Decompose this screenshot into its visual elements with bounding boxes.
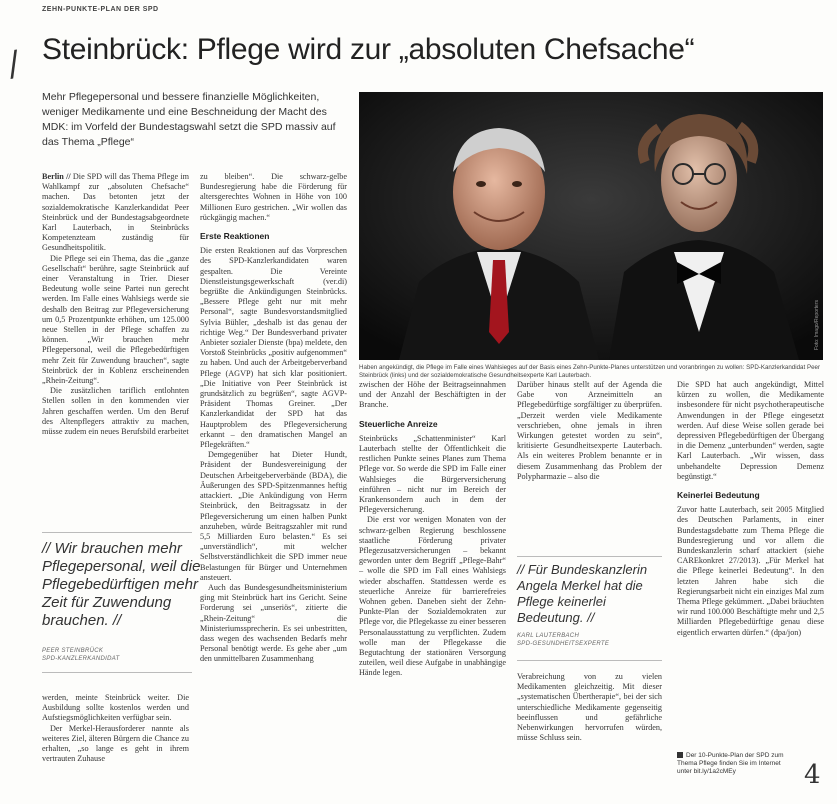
article-column-5: [677, 380, 824, 740]
subheading: Steuerliche Anreize: [359, 418, 438, 429]
quote-author: KARL LAUTERBACH: [517, 633, 580, 639]
subheading: Erste Reaktionen: [200, 231, 270, 242]
headline: Steinbrück: Pflege wird zur „absoluten Chefsache“: [42, 33, 695, 66]
article-column-1: [42, 172, 189, 518]
paragraph: Auch das Bundesgesundheitsministerium ging mit Steinbrück hart ins Gericht. Seine Forderung sei „unseriös“, zitierte die „Rhein-Zeitung“ die Ministeriumssprecherin. Es sei unbestritten, dass wegen des wachsenden Bedarfs mehr Personal benötigt werde. Es gehe aber „um den unmittelbaren Zusammenhang: [200, 582, 347, 664]
paragraph: Der Merkel-Herausforderer nannte als weiteres Ziel, älteren Bürgern die Chance zu erhalten, „so lange es geht in ihrem vertrauten Zuhause: [42, 723, 189, 764]
photo-credit: Foto: Imago/Reporters: [814, 300, 820, 351]
quote-rule: [42, 672, 192, 673]
paragraph: Demgegenüber hat Dieter Hundt, Präsident der Bundesvereinigung der Deutschen Arbeitgeberverbände (BDA), die Äußerungen des SPD-Spitzenmannes heftig attackiert. „Die Ankündigung von Herrn Steinbrück, den Beitragssatz in der Pflegeversicherung um einen halben Punkt anzuheben, würde Beitragszahler mit rund 5,5 Milliarden Euro belasten.“ Es sei „unverständlich“, mit welcher Selbstverständlichkeit die SPD immer neue Belastungen für Bürger und Unternehmen ansteuert.: [200, 450, 347, 582]
note-text: Der 10-Punkte-Plan der SPD zum Thema Pflege finden Sie im Internet unter bit.ly/1a2cMEy: [677, 752, 784, 775]
kicker: ZEHN-PUNKTE-PLAN DER SPD: [42, 6, 159, 13]
paragraph-text: Die SPD will das Thema Pflege im Wahlkampf zur „absoluten Chefsache“ machen. Das betonten jetzt der sozialdemokratische Kanzlerkandidat Peer Steinbrück und der Bundestagsabgeordnete Karl Lauterbach, in Steinbrücks Kompetenzteam zuständig für Gesundheitspolitik.: [42, 172, 189, 253]
web-reference-note: [677, 752, 797, 776]
paragraph: Die Pflege sei ein Thema, das die „ganze Gesellschaft“ berühre, sagte Steinbrück auf einer Veranstaltung in Trier. Dieser Bedeutung wolle seine Partei nun gerecht werden. Im Falle eines Wahlsiegs werde sie deshalb den Beitrag zur Pflegeversicherung um 0,5 Prozentpunkte erhöhen, um 125.000 neue Stellen in der Pflege schaffen zu können. „Wir brauchen mehr Pflegepersonal, weil die Pflegebedürftigen mehr Zeit für Zuwendung brauchen“, sagte Steinbrück der in Koblenz erscheinenden „Rhein-Zeitung“.: [42, 253, 189, 386]
paragraph: werden, meinte Steinbrück weiter. Die Ausbildung sollte kostenlos werden und Aufstiegsmöglichkeiten verfügbar sein.: [42, 693, 189, 723]
quote-rule: [517, 556, 662, 557]
paragraph: Die zusätzlichen tariflich entlohnten Stellen sollen in den kommenden vier Jahren geschaffen werden. Um den Beruf des Altenpflegers attraktiv zu machen, müsse zudem ein neues Berufsbild erarbeitet: [42, 386, 189, 437]
paragraph: Die ersten Reaktionen auf das Vorpreschen des SPD-Kanzlerkandidaten waren gespalten. Die Vereinte Dienstleistungsgewerkschaft (ver.di) begrüßte die Ankündigungen Steinbrücks. „Bessere Pflege geht nur mit mehr Personal“, sagte Bundesvorstandsmitglied Sylvia Bühler, „deshalb ist das genau der richtige Weg.“ Der Bundesverband privater Anbieter sozialer Dienste (bpa) meldete, den Vorstoß Steinbrücks „positiv aufgenommen“ zu haben. Und auch der Arbeitgeberverband Pflege (AGVP) hat sich klar positioniert. „Die Initiative von Peer Steinbrück ist grundsätzlich zu begrüßen“, sagte AGVP-Präsident Thomas Greiner. „Der Kanzlerkandidat der SPD hat das Hauptproblem des Pflegeversicherung erkannt – den dramatischen Mangel an Pflegekräften.“: [200, 246, 347, 450]
article-column-4-continued: [517, 672, 662, 801]
quote-attribution: [42, 647, 192, 663]
quote-author: PEER STEINBRÜCK: [42, 648, 104, 654]
decorative-slash: /: [4, 43, 23, 85]
paragraph: zu bleiben“. Die schwarz-gelbe Bundesregierung habe die Förderung für altersgerechtes Wohnen in Höhe von 100 Millionen Euro gestrichen. „Wir wollen das rückgängig machen.“: [200, 172, 347, 222]
article-column-1-continued: [42, 693, 189, 801]
photo-caption: Haben angekündigt, die Pflege im Falle eines Wahlsieges auf der Basis eines Zehn-Punkte-Planes unterstützen und voranbringen zu wollen: SPD-Kanzlerkandidat Peer Steinbrück (links) und der sozialdemokratische Gesundheitsexperte Karl Lauterbach.: [359, 364, 821, 379]
paragraph: Steinbrücks „Schattenminister“ Karl Lauterbach stellte der Öffentlichkeit die restlichen Punkte seines Planes zum Thema Pflege vor. So werde die SPD im Falle einer Wahlsieges die Bürgerversicherung einführen – nicht nur im Bereich der Krankensondern auch in dem der Pflegeversicherung.: [359, 433, 506, 515]
quote-attribution: [517, 632, 667, 648]
article-column-3: [359, 380, 506, 801]
handwritten-signature: 4: [804, 760, 821, 790]
bullet-square-icon: [677, 752, 683, 758]
paragraph: Zuvor hatte Lauterbach, seit 2005 Mitglied des Deutschen Parlaments, in einer Bundestagsdebatte zum Thema Pflege die Bundesregierung und vor allem die Bundeskanzlerin scharf attackiert (siehe CAREkonkret 27/2013). „Für Merkel hat die Pflege keinerlei Bedeutung“. In den letzten Jahren habe sich die Regierungsarbeit nicht ein einziges Mal zum Thema Pflege gekümmert. „Dabei bräuchten wir rund 100.000 Beschäftigte mehr und 2,5 Milliarden Pflegebedürftige genau diese eigentlich erwarten dürfen.“ (dpa/jon): [677, 505, 824, 637]
paragraph: Die erst vor wenigen Monaten von der schwarz-gelben Regierung beschlossene staatliche Förderung privater Pflegezusatzversicherungen – bekannt geworden unter dem Begriff „Pflege-Bahr“ – wolle die SPD im Fall eines Wahlsiegs wieder abschaffen. Stattdessen werde es steuerliche Anreize für barrierefreies Wohnen geben. Daneben sieht der Zehn-Punkte-Plan der Sozialdemokraten zur Pflege vor, die Pflegekasse zu einer besseren Personalausstattung zu verpflichten. Zudem wolle man der Pflegekasse die Begutachtung der stationären Versorgung zuteilen, weil diese Aufgabe in unabhängige Hände legen.: [359, 515, 506, 678]
quote-rule: [517, 660, 662, 661]
quote-author-role: SPD-GESUNDHEITSEXPERTE: [517, 641, 610, 647]
quote-author-role: SPD-KANZLERKANDIDAT: [42, 656, 120, 662]
paragraph: Die SPD hat auch angekündigt, Mittel kürzen zu wollen, die Medikamente insbesondere für nicht psychotherapeutische Anwendungen in der Pflege eingesetzt werden. Auf diese Weise sollen gerade bei depressiven Pflegebedürftigen der Übergang in die Demenz „unterbunden“ werden, sagte Karl Lauterbach. „Wir wissen, dass unbehandelte Depression Demenz begünstigt.“: [677, 380, 824, 481]
paragraph: zwischen der Höhe der Beitragseinnahmen und der Anzahl der Beschäftigten in der Branche.: [359, 380, 506, 410]
quote-rule: [42, 532, 192, 533]
paragraph: [42, 172, 189, 254]
article-photo: [359, 92, 823, 360]
pull-quote-lauterbach: // Für Bundeskanzlerin Angela Merkel hat die Pflege keinerlei Bedeutung. //: [517, 562, 648, 625]
photo-illustration: [359, 92, 823, 360]
dateline: Berlin //: [42, 172, 71, 181]
lead-paragraph: Mehr Pflegepersonal und bessere finanzielle Möglichkeiten, weniger Medikamente und eine Beschneidung der Macht des MDK: im Vorfeld der Bundestagswahl setzt die SPD massiv auf das Thema „Pflege“: [42, 91, 336, 148]
article-column-2: [200, 172, 347, 801]
subheading: Keinerlei Bedeutung: [677, 490, 760, 501]
article-column-4: [517, 380, 662, 552]
pull-quote-steinbrueck: // Wir brauchen mehr Pflegepersonal, weil die Pflegebedürftigen mehr Zeit für Zuwendung brauchen. //: [42, 540, 201, 629]
paragraph: Darüber hinaus stellt auf der Agenda die Gabe von Arzneimitteln an Pflegebedürftige sorgfältiger zu überprüfen. „Derzeit werden viele Medikamente verschrieben, ohne jemals in ihren Wirkungen getestet worden zu sein“, kritisierte Gesundheitsexperte Lauterbach. Als ein weiteres Problem benannte er in diesem Zusammenhang das Problem der Polypharmazie – also die: [517, 380, 662, 481]
paragraph: Verabreichung von zu vielen Medikamenten gleichzeitig. Mit dieser „systematischen Übertherapie“, bei der sich unterschiedliche Medikamente gegenseitig beeinflussen und gefährliche Nebenwirkungen hervorrufen würden, müsse Schluss sein.: [517, 672, 662, 743]
